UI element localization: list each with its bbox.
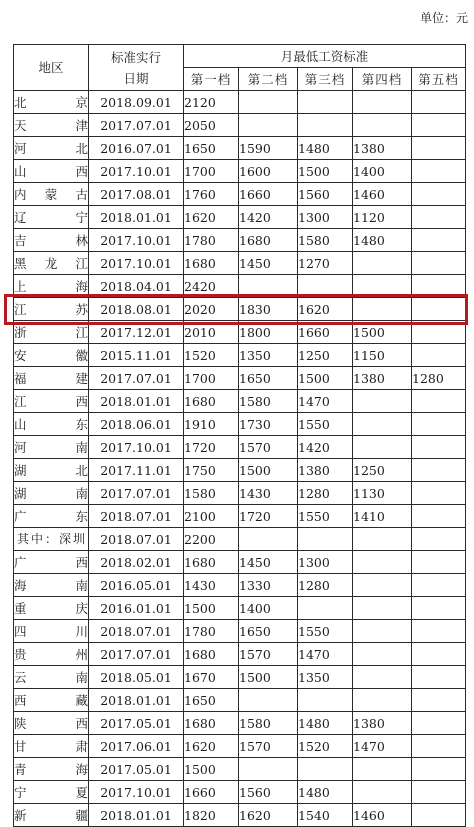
tier-1-value-cell: 1430 — [184, 574, 239, 597]
tier-5-value-cell — [412, 183, 466, 206]
tier-5-value-cell — [412, 252, 466, 275]
tier-3-value-cell: 1520 — [298, 735, 353, 758]
table-row — [14, 482, 466, 505]
tier-3-value-cell: 1270 — [298, 252, 353, 275]
tier-1-value-cell: 1660 — [184, 781, 239, 804]
tier-5-value-cell — [412, 137, 466, 160]
tier-4-value-cell: 1380 — [353, 137, 412, 160]
tier-2-value-cell: 1580 — [239, 712, 298, 735]
tier-3-value-cell: 1500 — [298, 367, 353, 390]
region-cell: 浙江 — [14, 321, 89, 344]
region-cell: 海南 — [14, 574, 89, 597]
tier-3-value-cell: 1470 — [298, 390, 353, 413]
minimum-wage-table — [13, 44, 466, 827]
tier-5-value-cell — [412, 528, 466, 551]
tier-5-value-cell — [412, 206, 466, 229]
tier-5-value-cell — [412, 551, 466, 574]
effective-date-cell: 2017.10.01 — [89, 436, 184, 459]
tier-3-value-cell: 1480 — [298, 781, 353, 804]
tier-header-1: 第一档 — [184, 68, 239, 91]
unit-label: 单位：元 — [419, 11, 468, 25]
tier-3-value-cell: 1420 — [298, 436, 353, 459]
tier-3-value-cell: 1550 — [298, 505, 353, 528]
table-row — [14, 229, 466, 252]
tier-5-value-cell — [412, 597, 466, 620]
tier-5-value-cell — [412, 804, 466, 827]
tier-4-value-cell: 1480 — [353, 229, 412, 252]
effective-date-cell: 2017.08.01 — [89, 183, 184, 206]
tier-5-value-cell — [412, 275, 466, 298]
tier-4-value-cell — [353, 91, 412, 114]
tier-3-value-cell — [298, 689, 353, 712]
tier-5-value-cell — [412, 344, 466, 367]
tier-1-value-cell: 1500 — [184, 758, 239, 781]
region-cell: 云南 — [14, 666, 89, 689]
tier-5-value-cell — [412, 436, 466, 459]
tier-4-value-cell: 1380 — [353, 712, 412, 735]
tier-3-value-cell: 1550 — [298, 620, 353, 643]
region-cell: 贵州 — [14, 643, 89, 666]
tier-header-2: 第二档 — [239, 68, 298, 91]
tier-4-value-cell: 1470 — [353, 735, 412, 758]
effective-date-cell: 2016.01.01 — [89, 597, 184, 620]
tier-4-value-cell: 1250 — [353, 459, 412, 482]
tier-2-value-cell: 1580 — [239, 390, 298, 413]
tier-3-value-cell — [298, 114, 353, 137]
table-row — [14, 137, 466, 160]
tier-2-value-cell: 1680 — [239, 229, 298, 252]
tier-5-value-cell — [412, 620, 466, 643]
tier-1-value-cell: 1580 — [184, 482, 239, 505]
tier-2-value-cell: 1570 — [239, 436, 298, 459]
tier-2-value-cell: 1600 — [239, 160, 298, 183]
region-cell: 福建 — [14, 367, 89, 390]
tier-4-value-cell — [353, 620, 412, 643]
tier-1-value-cell: 1620 — [184, 735, 239, 758]
tier-3-value-cell: 1350 — [298, 666, 353, 689]
tier-5-value-cell — [412, 114, 466, 137]
tier-5-value-cell — [412, 413, 466, 436]
region-cell: 湖南 — [14, 482, 89, 505]
region-cell: 宁夏 — [14, 781, 89, 804]
tier-3-value-cell: 1480 — [298, 712, 353, 735]
tier-2-value-cell: 1420 — [239, 206, 298, 229]
table-row — [14, 252, 466, 275]
tier-1-value-cell: 1520 — [184, 344, 239, 367]
tier-2-value-cell: 1450 — [239, 551, 298, 574]
tier-2-value-cell: 1730 — [239, 413, 298, 436]
tier-3-value-cell — [298, 597, 353, 620]
tier-3-value-cell: 1660 — [298, 321, 353, 344]
tier-5-value-cell — [412, 459, 466, 482]
region-cell: 广东 — [14, 505, 89, 528]
tier-1-value-cell: 1700 — [184, 367, 239, 390]
tier-4-value-cell: 1460 — [353, 804, 412, 827]
region-cell: 北京 — [14, 91, 89, 114]
tier-2-value-cell — [239, 114, 298, 137]
effective-date-cell: 2017.10.01 — [89, 160, 184, 183]
table-row — [14, 666, 466, 689]
tier-3-value-cell: 1500 — [298, 160, 353, 183]
tier-4-value-cell — [353, 666, 412, 689]
tier-2-value-cell: 1500 — [239, 666, 298, 689]
tier-2-value-cell: 1450 — [239, 252, 298, 275]
tier-2-value-cell: 1720 — [239, 505, 298, 528]
effective-date-header-line2: 日期 — [123, 70, 149, 86]
tier-1-value-cell: 2100 — [184, 505, 239, 528]
region-cell: 四川 — [14, 620, 89, 643]
tier-1-value-cell: 2050 — [184, 114, 239, 137]
table-row — [14, 689, 466, 712]
tier-4-value-cell: 1120 — [353, 206, 412, 229]
effective-date-cell: 2018.08.01 — [89, 298, 184, 321]
tier-3-value-cell — [298, 528, 353, 551]
table-row — [14, 183, 466, 206]
tier-5-value-cell — [412, 712, 466, 735]
tier-4-value-cell: 1460 — [353, 183, 412, 206]
tier-2-value-cell: 1430 — [239, 482, 298, 505]
effective-date-cell: 2017.10.01 — [89, 252, 184, 275]
effective-date-cell: 2017.05.01 — [89, 758, 184, 781]
effective-date-cell: 2017.06.01 — [89, 735, 184, 758]
tier-1-value-cell: 1700 — [184, 160, 239, 183]
region-cell: 山西 — [14, 160, 89, 183]
region-cell: 河北 — [14, 137, 89, 160]
table-row — [14, 436, 466, 459]
table-row — [14, 459, 466, 482]
tier-4-value-cell — [353, 275, 412, 298]
tier-3-value-cell: 1250 — [298, 344, 353, 367]
region-cell: 江苏 — [14, 298, 89, 321]
tier-1-value-cell: 1820 — [184, 804, 239, 827]
table-row — [14, 321, 466, 344]
effective-date-cell: 2018.09.01 — [89, 91, 184, 114]
effective-date-cell: 2016.05.01 — [89, 574, 184, 597]
tier-3-value-cell: 1280 — [298, 482, 353, 505]
tier-3-value-cell: 1620 — [298, 298, 353, 321]
tier-3-value-cell: 1560 — [298, 183, 353, 206]
tier-2-value-cell: 1830 — [239, 298, 298, 321]
tier-1-value-cell: 1620 — [184, 206, 239, 229]
tier-4-value-cell — [353, 758, 412, 781]
tier-1-value-cell: 2200 — [184, 528, 239, 551]
tier-2-value-cell: 1590 — [239, 137, 298, 160]
table-row — [14, 551, 466, 574]
table-row — [14, 91, 466, 114]
tier-5-value-cell — [412, 390, 466, 413]
region-cell: 重庆 — [14, 597, 89, 620]
effective-date-cell: 2017.10.01 — [89, 781, 184, 804]
region-cell: 西藏 — [14, 689, 89, 712]
tier-3-value-cell: 1300 — [298, 551, 353, 574]
tier-1-value-cell: 2010 — [184, 321, 239, 344]
tier-4-value-cell — [353, 689, 412, 712]
tier-5-value-cell — [412, 160, 466, 183]
effective-date-cell: 2018.04.01 — [89, 275, 184, 298]
tier-4-value-cell — [353, 574, 412, 597]
tier-2-value-cell: 1650 — [239, 367, 298, 390]
table-row — [14, 781, 466, 804]
tier-3-value-cell: 1580 — [298, 229, 353, 252]
effective-date-cell: 2017.07.01 — [89, 114, 184, 137]
effective-date-cell: 2016.07.01 — [89, 137, 184, 160]
tier-1-value-cell: 2120 — [184, 91, 239, 114]
tier-header-5: 第五档 — [412, 68, 466, 91]
tier-5-value-cell — [412, 781, 466, 804]
tier-2-value-cell — [239, 275, 298, 298]
tier-1-value-cell: 1680 — [184, 712, 239, 735]
tier-4-value-cell: 1410 — [353, 505, 412, 528]
region-cell: 天津 — [14, 114, 89, 137]
region-cell: 湖北 — [14, 459, 89, 482]
tier-2-value-cell: 1330 — [239, 574, 298, 597]
tier-5-value-cell — [412, 574, 466, 597]
tier-2-value-cell: 1620 — [239, 804, 298, 827]
region-cell: 内蒙古 — [14, 183, 89, 206]
table-row — [14, 114, 466, 137]
region-cell: 青海 — [14, 758, 89, 781]
effective-date-cell: 2018.01.01 — [89, 804, 184, 827]
tier-2-value-cell — [239, 91, 298, 114]
effective-date-cell: 2017.05.01 — [89, 712, 184, 735]
tier-4-value-cell — [353, 551, 412, 574]
tier-3-value-cell: 1550 — [298, 413, 353, 436]
tier-2-value-cell: 1500 — [239, 459, 298, 482]
region-cell: 吉林 — [14, 229, 89, 252]
tier-3-value-cell — [298, 275, 353, 298]
region-cell: 其中：深圳 — [14, 528, 89, 551]
tier-header-3: 第三档 — [298, 68, 353, 91]
effective-date-header-line1: 标准实行 — [110, 49, 161, 65]
tier-2-value-cell: 1660 — [239, 183, 298, 206]
effective-date-cell: 2017.07.01 — [89, 643, 184, 666]
table-row — [14, 758, 466, 781]
tier-4-value-cell — [353, 528, 412, 551]
tier-2-value-cell: 1570 — [239, 735, 298, 758]
table-row — [14, 367, 466, 390]
tier-2-value-cell: 1570 — [239, 643, 298, 666]
tier-4-value-cell: 1380 — [353, 367, 412, 390]
tier-2-value-cell: 1350 — [239, 344, 298, 367]
region-cell: 山东 — [14, 413, 89, 436]
table-row — [14, 528, 466, 551]
table-row — [14, 160, 466, 183]
tier-5-value-cell — [412, 758, 466, 781]
tier-1-value-cell: 2420 — [184, 275, 239, 298]
effective-date-cell: 2017.07.01 — [89, 367, 184, 390]
region-cell: 河南 — [14, 436, 89, 459]
table-row — [14, 574, 466, 597]
tier-1-value-cell: 1680 — [184, 390, 239, 413]
table-row — [14, 275, 466, 298]
tier-4-value-cell — [353, 436, 412, 459]
tier-1-value-cell: 1780 — [184, 620, 239, 643]
tier-5-value-cell — [412, 321, 466, 344]
table-row — [14, 413, 466, 436]
table-row — [14, 735, 466, 758]
table-row — [14, 620, 466, 643]
effective-date-cell: 2018.07.01 — [89, 505, 184, 528]
effective-date-cell: 2018.07.01 — [89, 528, 184, 551]
region-cell: 上海 — [14, 275, 89, 298]
tier-5-value-cell — [412, 91, 466, 114]
table-row — [14, 206, 466, 229]
region-cell: 安徽 — [14, 344, 89, 367]
table-row — [14, 344, 466, 367]
tier-header-4: 第四档 — [353, 68, 412, 91]
tier-5-value-cell — [412, 666, 466, 689]
tier-2-value-cell — [239, 758, 298, 781]
region-cell: 江西 — [14, 390, 89, 413]
region-header: 地区 — [14, 45, 89, 91]
tier-4-value-cell — [353, 597, 412, 620]
table-body — [14, 91, 466, 827]
tier-5-value-cell — [412, 689, 466, 712]
tier-4-value-cell — [353, 413, 412, 436]
tier-1-value-cell: 1680 — [184, 551, 239, 574]
tier-1-value-cell: 1780 — [184, 229, 239, 252]
region-cell: 陕西 — [14, 712, 89, 735]
tier-5-value-cell: 1280 — [412, 367, 466, 390]
effective-date-cell: 2018.01.01 — [89, 689, 184, 712]
effective-date-cell: 2018.07.01 — [89, 620, 184, 643]
region-cell: 广西 — [14, 551, 89, 574]
table-row — [14, 712, 466, 735]
tier-2-value-cell: 1650 — [239, 620, 298, 643]
table-row — [14, 390, 466, 413]
table-row — [14, 298, 466, 321]
tier-5-value-cell — [412, 482, 466, 505]
effective-date-cell: 2015.11.01 — [89, 344, 184, 367]
region-cell: 辽宁 — [14, 206, 89, 229]
tier-4-value-cell — [353, 781, 412, 804]
tier-4-value-cell: 1400 — [353, 160, 412, 183]
effective-date-cell: 2017.10.01 — [89, 229, 184, 252]
table-row — [14, 643, 466, 666]
tier-3-value-cell: 1470 — [298, 643, 353, 666]
tier-4-value-cell — [353, 643, 412, 666]
effective-date-cell: 2017.07.01 — [89, 482, 184, 505]
tier-3-value-cell: 1300 — [298, 206, 353, 229]
effective-date-header — [89, 45, 184, 91]
tier-2-value-cell: 1800 — [239, 321, 298, 344]
tier-4-value-cell — [353, 252, 412, 275]
tier-1-value-cell: 1680 — [184, 643, 239, 666]
tier-1-value-cell: 1650 — [184, 137, 239, 160]
tier-1-value-cell: 1720 — [184, 436, 239, 459]
tier-2-value-cell: 1400 — [239, 597, 298, 620]
tier-4-value-cell: 1150 — [353, 344, 412, 367]
effective-date-cell: 2017.12.01 — [89, 321, 184, 344]
table-row — [14, 505, 466, 528]
tier-5-value-cell — [412, 298, 466, 321]
region-cell: 黑龙江 — [14, 252, 89, 275]
tier-1-value-cell: 1910 — [184, 413, 239, 436]
tier-4-value-cell — [353, 390, 412, 413]
tier-3-value-cell — [298, 91, 353, 114]
tier-1-value-cell: 1500 — [184, 597, 239, 620]
tier-3-value-cell: 1380 — [298, 459, 353, 482]
region-cell: 新疆 — [14, 804, 89, 827]
effective-date-cell: 2018.01.01 — [89, 206, 184, 229]
tier-5-value-cell — [412, 735, 466, 758]
tier-2-value-cell — [239, 689, 298, 712]
table-row — [14, 597, 466, 620]
tier-3-value-cell: 1540 — [298, 804, 353, 827]
effective-date-cell: 2018.02.01 — [89, 551, 184, 574]
tier-4-value-cell — [353, 114, 412, 137]
wage-standard-header: 月最低工资标准 — [184, 45, 466, 68]
tier-1-value-cell: 2020 — [184, 298, 239, 321]
tier-1-value-cell: 1670 — [184, 666, 239, 689]
tier-4-value-cell: 1130 — [353, 482, 412, 505]
tier-1-value-cell: 1650 — [184, 689, 239, 712]
tier-5-value-cell — [412, 643, 466, 666]
tier-4-value-cell — [353, 298, 412, 321]
effective-date-cell: 2018.06.01 — [89, 413, 184, 436]
tier-3-value-cell: 1280 — [298, 574, 353, 597]
tier-1-value-cell: 1760 — [184, 183, 239, 206]
header-row-1 — [14, 45, 466, 68]
tier-3-value-cell — [298, 758, 353, 781]
tier-1-value-cell: 1680 — [184, 252, 239, 275]
tier-3-value-cell: 1480 — [298, 137, 353, 160]
effective-date-cell: 2017.11.01 — [89, 459, 184, 482]
tier-4-value-cell: 1500 — [353, 321, 412, 344]
tier-5-value-cell — [412, 229, 466, 252]
table-row — [14, 804, 466, 827]
tier-2-value-cell: 1560 — [239, 781, 298, 804]
effective-date-cell: 2018.01.01 — [89, 390, 184, 413]
region-cell: 甘肃 — [14, 735, 89, 758]
tier-2-value-cell — [239, 528, 298, 551]
tier-1-value-cell: 1750 — [184, 459, 239, 482]
tier-5-value-cell — [412, 505, 466, 528]
effective-date-cell: 2018.05.01 — [89, 666, 184, 689]
